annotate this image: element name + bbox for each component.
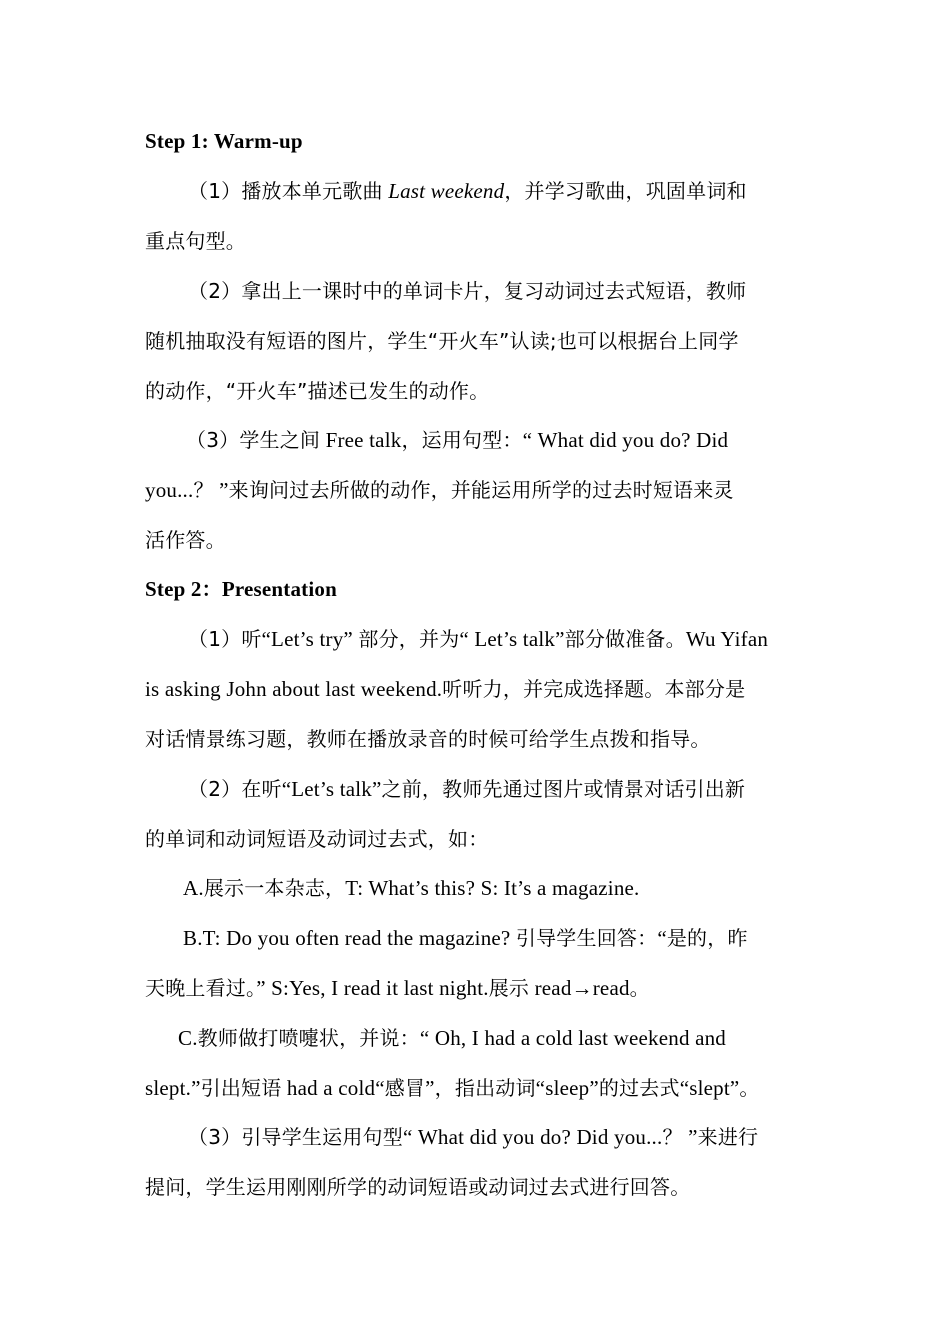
step1-heading: Step 1: Warm-up xyxy=(145,129,303,153)
step2-item3-line2: 提问，学生运用刚刚所学的动词短语或动词过去式进行回答。 xyxy=(145,1175,691,1199)
step1-item2-line1: （2）拿出上一课时中的单词卡片，复习动词过去式短语，教师 xyxy=(188,279,747,303)
step1-item3-line2: you...？ ”来询问过去所做的动作，并能运用所学的过去时短语来灵 xyxy=(145,478,734,502)
step2-example-b-line2: 天晚上看过。” S:Yes, I read it last night.展示 read→read。 xyxy=(145,976,650,1000)
step1-item3-line1: （3）学生之间 Free talk，运用句型：“ What did you do? Did xyxy=(186,428,729,452)
step2-item1-line2: is asking John about last weekend.听听力，并完成选择题。本部分是 xyxy=(145,677,746,701)
step1-item1-line2: 重点句型。 xyxy=(145,229,246,253)
step2-example-b-line1: B.T: Do you often read the magazine? 引导学生回答：“是的，昨 xyxy=(183,926,748,950)
step2-item2-line1: （2）在听“Let’s talk”之前，教师先通过图片或情景对话引出新 xyxy=(188,777,746,801)
step2-item2-line2: 的单词和动词短语及动词过去式，如： xyxy=(145,827,489,851)
step2-example-c-line2: slept.”引出短语 had a cold“感冒”，指出动词“sleep”的过去式“slept”。 xyxy=(145,1076,760,1100)
step2-item1-line3: 对话情景练习题，教师在播放录音的时候可给学生点拨和指导。 xyxy=(145,727,711,751)
step2-example-c-line1: C.教师做打喷嚏状，并说：“ Oh, I had a cold last weekend and xyxy=(178,1026,727,1050)
step2-heading: Step 2：Presentation xyxy=(145,577,337,601)
step2-item3-line1: （3）引导学生运用句型“ What did you do? Did you...？ ”来进行 xyxy=(188,1125,759,1149)
step2-example-a: A.展示一本杂志，T: What’s this? S: It’s a magazine. xyxy=(183,876,640,900)
step2-item1-line1: （1）听“Let’s try” 部分，并为“ Let’s talk”部分做准备。Wu Yifan xyxy=(188,627,769,651)
step1-item1-line1: （1）播放本单元歌曲 Last weekend，并学习歌曲，巩固单词和 xyxy=(188,179,747,203)
step1-item3-line3: 活作答。 xyxy=(145,528,226,552)
step1-item2-line3: 的动作，“开火车”描述已发生的动作。 xyxy=(145,379,490,403)
step1-item2-line2: 随机抽取没有短语的图片，学生“开火车”认读;也可以根据台上同学 xyxy=(145,329,739,353)
